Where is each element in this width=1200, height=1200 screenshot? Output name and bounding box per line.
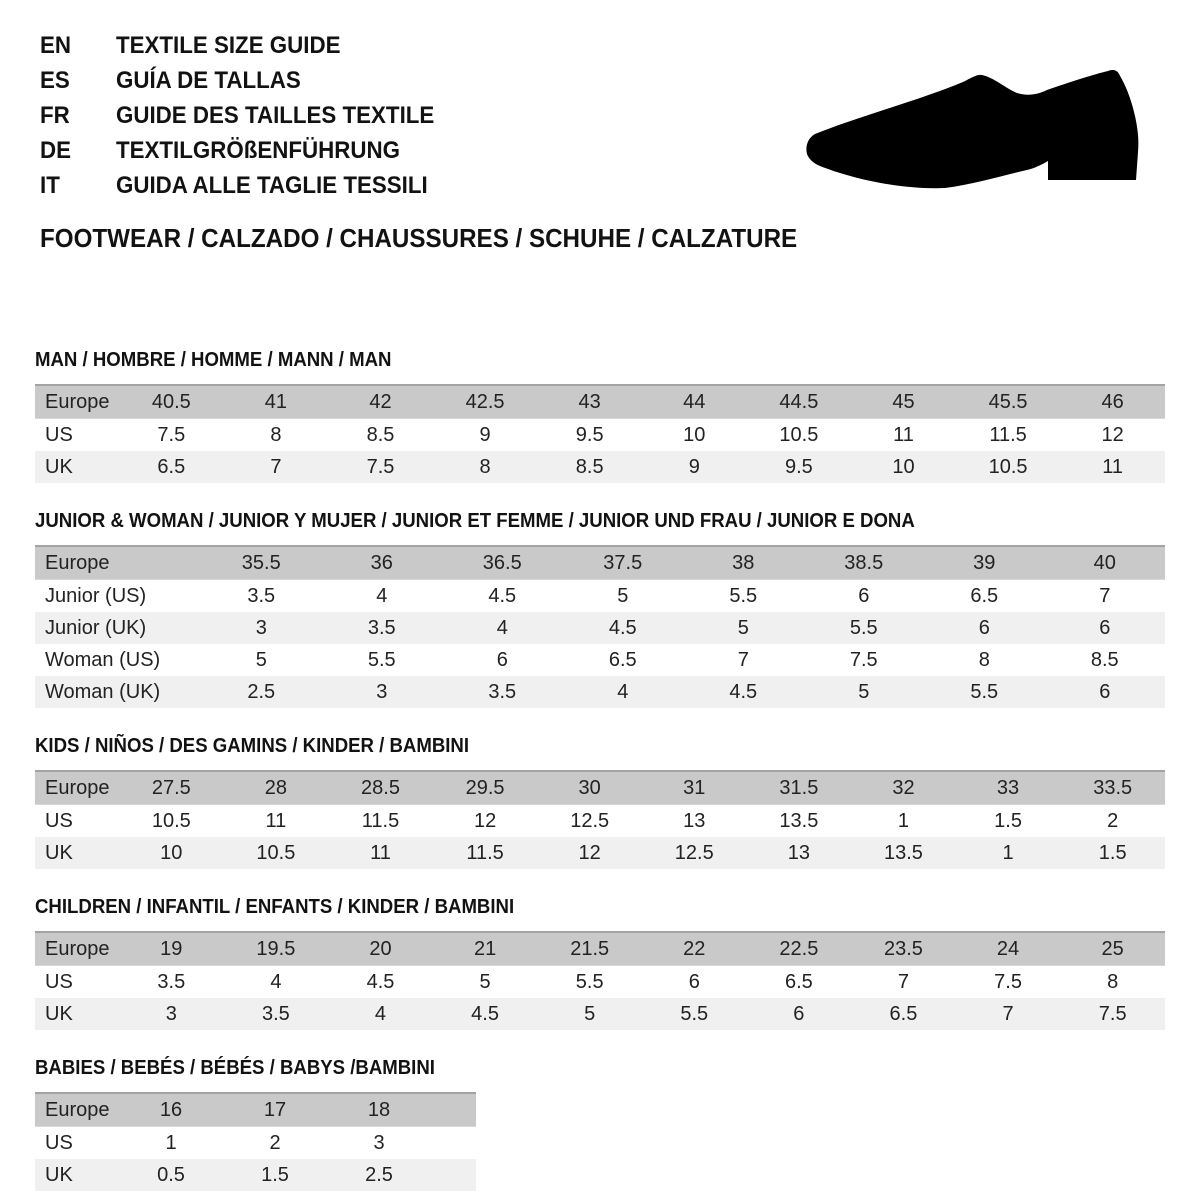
size-cell: 5.5	[849, 616, 878, 639]
size-cell: 3.5	[247, 584, 276, 607]
size-cell: 7	[1002, 1002, 1014, 1025]
size-cell: 9.5	[575, 423, 604, 446]
size-cell: 5	[737, 616, 749, 639]
size-cell: 5	[617, 584, 629, 607]
size-cell: 11	[1102, 455, 1124, 478]
size-cell: 36.5	[482, 551, 522, 574]
size-table-kids	[35, 770, 1165, 869]
size-cell: 38	[732, 551, 755, 574]
size-cell: 3.5	[367, 616, 396, 639]
row-label-cell: UK	[45, 1002, 73, 1025]
size-cell: 10.5	[988, 455, 1028, 478]
size-cell: 9	[688, 455, 700, 478]
size-cell: 10.5	[256, 841, 296, 864]
size-cell: 4	[617, 680, 629, 703]
size-cell: 36	[370, 551, 393, 574]
size-cell: 2.5	[247, 680, 276, 703]
size-table-junior-woman	[35, 545, 1165, 708]
size-cell: 2	[269, 1131, 281, 1154]
size-cell: 3.5	[488, 680, 517, 703]
size-cell: 6	[688, 970, 700, 993]
size-cell: 6.5	[970, 584, 999, 607]
size-cell: 17	[263, 1098, 287, 1121]
row-label-cell: Europe	[45, 1098, 110, 1121]
table-row	[35, 966, 1165, 999]
row-label-cell: US	[45, 970, 73, 993]
size-cell: 5.5	[367, 648, 396, 671]
size-cell: 10.5	[151, 809, 191, 832]
row-label-cell: US	[45, 423, 73, 446]
size-cell: 11	[893, 423, 914, 446]
size-cell: 13	[683, 809, 706, 832]
size-cell: 6	[858, 584, 870, 607]
size-cell: 1.5	[261, 1163, 289, 1186]
size-cell: 19	[160, 937, 183, 960]
table-row	[35, 771, 1165, 805]
dress-shoe-svg	[805, 68, 1140, 193]
section-man	[35, 349, 1165, 483]
size-cell: 6.5	[608, 648, 637, 671]
size-cell: 4.5	[488, 584, 517, 607]
size-cell: 4	[270, 970, 282, 993]
section-babies	[35, 1057, 1165, 1191]
size-cell: 27.5	[151, 776, 191, 799]
section-junior-woman	[35, 510, 1165, 708]
row-label-cell: UK	[45, 455, 73, 478]
size-cell: 7	[270, 455, 282, 478]
size-cell: 3	[255, 616, 267, 639]
row-label-cell: Europe	[45, 937, 110, 960]
size-cell: 41	[264, 390, 288, 413]
size-cell: 7.5	[157, 423, 186, 446]
size-cell: 7.5	[366, 455, 395, 478]
size-cell: 11	[265, 809, 287, 832]
table-row	[35, 419, 1165, 452]
size-cell: 8	[978, 648, 990, 671]
table-row	[35, 580, 1165, 613]
size-cell: 6	[793, 1002, 805, 1025]
category-heading	[40, 223, 1200, 253]
language-code: DE	[40, 137, 72, 164]
size-cell: 4	[376, 584, 388, 607]
size-cell: 5	[858, 680, 870, 703]
size-cell: 1	[165, 1131, 177, 1154]
size-cell: 22	[683, 937, 706, 960]
size-cell: 8.5	[575, 455, 604, 478]
size-table-man	[35, 384, 1165, 483]
size-tables-container	[35, 349, 1165, 1191]
dress-shoe-icon	[805, 68, 1140, 193]
table-row	[35, 1159, 476, 1191]
row-label-cell: Europe	[45, 390, 110, 413]
size-cell: 39	[973, 551, 996, 574]
size-cell: 32	[892, 776, 915, 799]
size-cell: 1.5	[994, 809, 1022, 832]
size-cell: 1	[897, 809, 910, 832]
section-title: BABIES / BEBÉS / BÉBÉS / BABYS /BAMBINI	[35, 1057, 435, 1079]
size-cell: 4	[374, 1002, 387, 1025]
size-cell: 6	[1099, 616, 1111, 639]
size-cell: 40	[1093, 551, 1116, 574]
size-cell: 6	[496, 648, 508, 671]
size-cell: 6.5	[889, 1002, 918, 1025]
row-label-cell: Europe	[45, 776, 110, 799]
table-row	[35, 385, 1165, 419]
size-cell: 12	[578, 841, 601, 864]
size-cell: 3	[376, 680, 388, 703]
size-cell: 31	[683, 776, 706, 799]
language-label: TEXTILE SIZE GUIDE	[116, 32, 341, 59]
size-cell: 4.5	[471, 1002, 499, 1025]
size-cell: 11	[370, 841, 391, 864]
table-row	[35, 805, 1165, 838]
size-cell: 22.5	[779, 937, 819, 960]
size-cell: 0.5	[157, 1163, 185, 1186]
table-row	[35, 546, 1165, 580]
size-table-babies	[35, 1092, 476, 1191]
language-code: ES	[40, 67, 70, 94]
size-cell: 5.5	[680, 1002, 709, 1025]
size-cell: 18	[367, 1098, 391, 1121]
size-cell: 8	[479, 455, 491, 478]
size-cell: 29.5	[465, 776, 505, 799]
section-title: KIDS / NIÑOS / DES GAMINS / KINDER / BAMBINI	[35, 735, 470, 757]
size-cell: 9.5	[784, 455, 813, 478]
size-cell: 12	[473, 809, 497, 832]
size-cell: 38.5	[844, 551, 884, 574]
size-cell: 10	[683, 423, 706, 446]
size-cell: 5.5	[729, 584, 758, 607]
language-row	[40, 28, 1200, 63]
size-cell: 11.5	[466, 841, 504, 864]
table-row	[35, 837, 1165, 869]
size-cell: 5	[255, 648, 267, 671]
size-cell: 44	[683, 390, 706, 413]
size-cell: 23.5	[883, 937, 923, 960]
row-label-cell: US	[45, 809, 73, 832]
size-cell: 7	[737, 648, 749, 671]
language-label: GUIDE DES TAILLES TEXTILE	[116, 102, 435, 129]
section-kids	[35, 735, 1165, 869]
size-cell: 45	[892, 390, 915, 413]
row-label-cell: Junior (US)	[45, 584, 147, 607]
table-row	[35, 451, 1165, 483]
size-cell: 6.5	[157, 455, 186, 478]
row-label-cell: Woman (UK)	[45, 680, 161, 703]
size-cell: 40.5	[151, 390, 191, 413]
size-cell: 10.5	[779, 423, 819, 446]
table-row	[35, 1093, 476, 1127]
table-row	[35, 644, 1165, 676]
table-row	[35, 998, 1165, 1030]
language-label: TEXTILGRÖßENFÜHRUNG	[116, 137, 400, 164]
table-row	[35, 676, 1165, 708]
size-cell: 4.5	[729, 680, 758, 703]
language-label: GUIDA ALLE TAGLIE TESSILI	[116, 172, 428, 199]
row-label-cell: UK	[45, 1163, 73, 1186]
size-table-children	[35, 931, 1165, 1030]
size-cell: 13	[787, 841, 810, 864]
size-cell: 10	[892, 455, 915, 478]
size-cell: 7	[897, 970, 910, 993]
section-title: JUNIOR & WOMAN / JUNIOR Y MUJER / JUNIOR ET FEMME / JUNIOR UND FRAU / JUNIOR E DONA	[35, 510, 915, 532]
size-cell: 6	[978, 616, 990, 639]
size-cell: 25	[1101, 937, 1124, 960]
size-cell: 7.5	[994, 970, 1022, 993]
size-cell: 3.5	[261, 1002, 290, 1025]
size-cell: 42	[369, 390, 392, 413]
size-cell: 4.5	[608, 616, 637, 639]
size-cell: 1.5	[1098, 841, 1127, 864]
size-cell: 42.5	[465, 390, 505, 413]
size-cell: 8	[1107, 970, 1119, 993]
row-label-cell: Woman (US)	[45, 648, 161, 671]
size-cell: 8.5	[1090, 648, 1119, 671]
size-cell: 1	[1002, 841, 1014, 864]
size-cell: 35.5	[241, 551, 281, 574]
row-label-cell: UK	[45, 841, 73, 864]
section-children	[35, 896, 1165, 1030]
row-label-cell: Junior (UK)	[45, 616, 147, 639]
size-cell: 24	[996, 937, 1020, 960]
size-cell: 5	[584, 1002, 596, 1025]
size-cell: 11.5	[361, 809, 400, 832]
size-cell: 3.5	[157, 970, 186, 993]
size-cell: 7.5	[1098, 1002, 1127, 1025]
size-cell: 6.5	[784, 970, 813, 993]
filler-cell	[431, 1093, 476, 1127]
size-cell: 37.5	[603, 551, 643, 574]
row-label-cell: Europe	[45, 551, 110, 574]
size-cell: 45.5	[988, 390, 1028, 413]
size-cell: 5.5	[970, 680, 999, 703]
size-cell: 21	[473, 937, 497, 960]
language-code: FR	[40, 102, 70, 129]
size-cell: 43	[578, 390, 601, 413]
size-cell: 13.5	[883, 841, 923, 864]
size-cell: 30	[578, 776, 601, 799]
section-title: MAN / HOMBRE / HOMME / MANN / MAN	[35, 349, 392, 371]
filler-cell	[431, 1127, 476, 1160]
size-cell: 31.5	[779, 776, 819, 799]
size-cell: 13.5	[779, 809, 819, 832]
size-cell: 28	[264, 776, 288, 799]
size-cell: 3	[165, 1002, 177, 1025]
size-cell: 5	[479, 970, 491, 993]
size-cell: 7.5	[849, 648, 878, 671]
size-cell: 11.5	[989, 423, 1027, 446]
language-label: GUÍA DE TALLAS	[116, 67, 301, 94]
language-code: IT	[40, 172, 60, 199]
category-heading-text: FOOTWEAR / CALZADO / CHAUSSURES / SCHUHE / CALZATURE	[40, 223, 798, 253]
size-cell: 2.5	[365, 1163, 393, 1186]
size-cell: 12.5	[674, 841, 714, 864]
size-cell: 20	[369, 937, 392, 960]
size-cell: 5.5	[575, 970, 604, 993]
size-cell: 8.5	[366, 423, 395, 446]
filler-cell	[431, 1159, 476, 1191]
size-cell: 21.5	[570, 937, 610, 960]
size-cell: 19.5	[256, 937, 296, 960]
size-cell: 44.5	[779, 390, 819, 413]
table-row	[35, 1127, 476, 1160]
size-cell: 2	[1107, 809, 1119, 832]
size-cell: 12.5	[570, 809, 610, 832]
size-cell: 7	[1099, 584, 1111, 607]
table-row	[35, 932, 1165, 966]
size-cell: 28.5	[361, 776, 400, 799]
row-label-cell: US	[45, 1131, 73, 1154]
size-cell: 4	[496, 616, 508, 639]
size-cell: 16	[159, 1098, 183, 1121]
size-cell: 6	[1099, 680, 1111, 703]
size-cell: 9	[479, 423, 491, 446]
size-cell: 33.5	[1093, 776, 1133, 799]
language-code: EN	[40, 32, 72, 59]
size-cell: 46	[1101, 390, 1124, 413]
size-cell: 10	[160, 841, 183, 864]
size-cell: 33	[996, 776, 1020, 799]
size-cell: 3	[373, 1131, 385, 1154]
table-row	[35, 612, 1165, 644]
size-cell: 12	[1101, 423, 1124, 446]
size-cell: 8	[270, 423, 282, 446]
section-title: CHILDREN / INFANTIL / ENFANTS / KINDER / BAMBINI	[35, 896, 515, 918]
size-cell: 4.5	[366, 970, 395, 993]
